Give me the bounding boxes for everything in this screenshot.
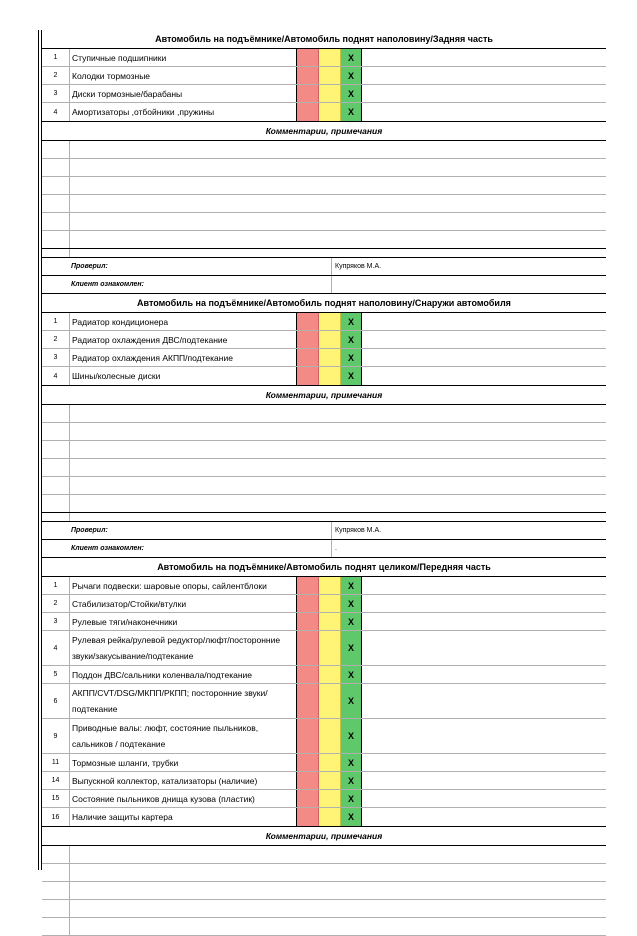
status-red-cell[interactable]	[297, 577, 319, 594]
row-note-cell[interactable]	[362, 313, 606, 330]
comment-num-cell	[42, 423, 70, 440]
status-yellow-cell[interactable]	[319, 367, 341, 385]
client-ack-row	[42, 276, 606, 294]
row-number: 14	[42, 772, 70, 789]
comment-row[interactable]	[42, 423, 606, 441]
table-row	[42, 49, 606, 67]
row-name: Выпускной коллектор, катализаторы (наличие)	[70, 772, 297, 789]
row-name: Тормозные шланги, трубки	[70, 754, 297, 771]
status-yellow-cell[interactable]	[319, 808, 341, 826]
client-ack-label: Клиент ознакомлен:	[42, 276, 332, 293]
status-green-cell[interactable]: X	[341, 772, 362, 789]
section-title: Автомобиль на подъёмнике/Автомобиль поднят наполовину/Снаружи автомобиля	[42, 294, 606, 313]
status-red-cell[interactable]	[297, 367, 319, 385]
status-green-cell[interactable]: X	[341, 349, 362, 366]
table-row	[42, 772, 606, 790]
comment-row[interactable]	[42, 882, 606, 900]
comments-title: Комментарии, примечания	[42, 386, 606, 405]
comment-num-cell	[42, 918, 70, 935]
status-red-cell[interactable]	[297, 103, 319, 121]
row-note-cell[interactable]	[362, 808, 606, 826]
status-green-cell[interactable]: X	[341, 67, 362, 84]
spacer-row	[42, 513, 606, 522]
status-yellow-cell[interactable]	[319, 313, 341, 330]
comments-title: Комментарии, примечания	[42, 827, 606, 846]
row-number: 2	[42, 331, 70, 348]
row-name: Радиатор охлаждения АКПП/подтекание	[70, 349, 297, 366]
status-red-cell[interactable]	[297, 49, 319, 66]
comment-num-cell	[42, 177, 70, 194]
checked-by-row	[42, 258, 606, 276]
comment-num-cell	[42, 249, 70, 257]
status-green-cell[interactable]: X	[341, 631, 362, 665]
row-note-cell[interactable]	[362, 772, 606, 789]
row-number: 3	[42, 349, 70, 366]
row-number: 6	[42, 684, 70, 718]
checked-by-label: Проверил:	[42, 258, 332, 275]
comments-title: Комментарии, примечания	[42, 122, 606, 141]
row-note-cell[interactable]	[362, 631, 606, 665]
table-row	[42, 595, 606, 613]
checked-by-label: Проверил:	[42, 522, 332, 539]
status-yellow-cell[interactable]	[319, 631, 341, 665]
table-row	[42, 719, 606, 754]
status-red-cell[interactable]	[297, 666, 319, 683]
section-rear	[42, 30, 606, 294]
row-note-cell[interactable]	[362, 790, 606, 807]
status-green-cell[interactable]: X	[341, 367, 362, 385]
row-note-cell[interactable]	[362, 684, 606, 718]
status-yellow-cell[interactable]	[319, 772, 341, 789]
status-red-cell[interactable]	[297, 808, 319, 826]
comment-num-cell	[42, 495, 70, 512]
comment-row[interactable]	[42, 405, 606, 423]
table-row	[42, 790, 606, 808]
row-note-cell[interactable]	[362, 349, 606, 366]
table-row	[42, 631, 606, 666]
comment-row[interactable]	[42, 495, 606, 513]
client-ack-value[interactable]	[332, 276, 606, 293]
row-number: 15	[42, 790, 70, 807]
row-name: Наличие защиты картера	[70, 808, 297, 826]
status-yellow-cell[interactable]	[319, 613, 341, 630]
row-number: 4	[42, 103, 70, 121]
comment-num-cell	[42, 405, 70, 422]
status-yellow-cell[interactable]	[319, 684, 341, 718]
status-red-cell[interactable]	[297, 85, 319, 102]
status-green-cell[interactable]: X	[341, 313, 362, 330]
row-name: Диски тормозные/барабаны	[70, 85, 297, 102]
comment-num-cell	[42, 477, 70, 494]
status-red-cell[interactable]	[297, 349, 319, 366]
section-front	[42, 558, 606, 936]
row-number: 1	[42, 313, 70, 330]
table-row	[42, 349, 606, 367]
status-red-cell[interactable]	[297, 684, 319, 718]
checked-by-row	[42, 522, 606, 540]
row-name: Рулевая рейка/рулевой редуктор/люфт/посторонние звуки/закусывание/подтекание	[70, 631, 297, 665]
comment-row[interactable]	[42, 900, 606, 918]
table-row	[42, 85, 606, 103]
row-note-cell[interactable]	[362, 103, 606, 121]
status-green-cell[interactable]: X	[341, 684, 362, 718]
status-green-cell[interactable]: X	[341, 754, 362, 771]
table-row	[42, 754, 606, 772]
section-exterior	[42, 294, 606, 558]
status-green-cell[interactable]: X	[341, 790, 362, 807]
status-yellow-cell[interactable]	[319, 577, 341, 594]
status-green-cell[interactable]: X	[341, 613, 362, 630]
comment-row[interactable]	[42, 213, 606, 231]
row-number: 9	[42, 719, 70, 753]
section-title: Автомобиль на подъёмнике/Автомобиль поднят целиком/Передняя часть	[42, 558, 606, 577]
row-number: 3	[42, 85, 70, 102]
comment-row[interactable]	[42, 195, 606, 213]
row-name: Стабилизатор/Стойки/втулки	[70, 595, 297, 612]
comment-num-cell	[42, 141, 70, 158]
row-note-cell[interactable]	[362, 49, 606, 66]
table-row	[42, 808, 606, 827]
row-name: АКПП/CVT/DSG/МКПП/РКПП; посторонние звуки/ подтекание	[70, 684, 297, 718]
checked-by-value[interactable]: Купряков М.А.	[335, 263, 382, 270]
page-border-line	[38, 30, 39, 870]
table-row	[42, 331, 606, 349]
status-green-cell[interactable]: X	[341, 103, 362, 121]
row-number: 16	[42, 808, 70, 826]
spacer-row	[42, 249, 606, 258]
client-ack-value[interactable]: .	[335, 545, 337, 552]
status-yellow-cell[interactable]	[319, 49, 341, 66]
row-number: 4	[42, 367, 70, 385]
comment-row[interactable]	[42, 864, 606, 882]
row-note-cell[interactable]	[362, 331, 606, 348]
row-number: 4	[42, 631, 70, 665]
row-name: Радиатор кондиционера	[70, 313, 297, 330]
comment-row[interactable]	[42, 918, 606, 936]
status-yellow-cell[interactable]	[319, 666, 341, 683]
row-name: Рычаги подвески: шаровые опоры, сайлентблоки	[70, 577, 297, 594]
status-green-cell[interactable]: X	[341, 808, 362, 826]
comment-row[interactable]	[42, 177, 606, 195]
row-note-cell[interactable]	[362, 595, 606, 612]
status-yellow-cell[interactable]	[319, 790, 341, 807]
comment-num-cell	[42, 441, 70, 458]
status-green-cell[interactable]: X	[341, 85, 362, 102]
comment-num-cell	[42, 900, 70, 917]
row-name: Колодки тормозные	[70, 67, 297, 84]
status-red-cell[interactable]	[297, 613, 319, 630]
table-row	[42, 613, 606, 631]
comment-num-cell	[42, 231, 70, 248]
status-yellow-cell[interactable]	[319, 103, 341, 121]
table-row	[42, 103, 606, 122]
row-note-cell[interactable]	[362, 577, 606, 594]
status-yellow-cell[interactable]	[319, 349, 341, 366]
row-note-cell[interactable]	[362, 613, 606, 630]
checked-by-value[interactable]: Купряков М.А.	[335, 527, 382, 534]
comment-num-cell	[42, 459, 70, 476]
table-row	[42, 67, 606, 85]
row-name: Поддон ДВС/сальники коленвала/подтекание	[70, 666, 297, 683]
status-red-cell[interactable]	[297, 595, 319, 612]
comment-num-cell	[42, 846, 70, 863]
client-ack-row	[42, 540, 606, 558]
status-green-cell[interactable]: X	[341, 49, 362, 66]
row-number: 3	[42, 613, 70, 630]
status-green-cell[interactable]: X	[341, 577, 362, 594]
status-yellow-cell[interactable]	[319, 85, 341, 102]
row-number: 2	[42, 67, 70, 84]
comment-row[interactable]	[42, 477, 606, 495]
status-yellow-cell[interactable]	[319, 595, 341, 612]
comment-row[interactable]	[42, 846, 606, 864]
row-note-cell[interactable]	[362, 367, 606, 385]
status-yellow-cell[interactable]	[319, 331, 341, 348]
status-yellow-cell[interactable]	[319, 719, 341, 753]
status-red-cell[interactable]	[297, 67, 319, 84]
row-name: Амортизаторы ,отбойники ,пружины	[70, 103, 297, 121]
comment-row[interactable]	[42, 231, 606, 249]
comment-num-cell	[42, 213, 70, 230]
status-red-cell[interactable]	[297, 754, 319, 771]
comment-row[interactable]	[42, 441, 606, 459]
table-row	[42, 367, 606, 386]
row-number: 5	[42, 666, 70, 683]
comment-num-cell	[42, 882, 70, 899]
comment-num-cell	[42, 864, 70, 881]
status-yellow-cell[interactable]	[319, 754, 341, 771]
status-green-cell[interactable]: X	[341, 595, 362, 612]
section-title: Автомобиль на подъёмнике/Автомобиль поднят наполовину/Задняя часть	[42, 30, 606, 49]
status-yellow-cell[interactable]	[319, 67, 341, 84]
table-row	[42, 684, 606, 719]
inspection-sheet	[42, 30, 606, 936]
row-name: Состояние пыльников днища кузова (пластик)	[70, 790, 297, 807]
comment-num-cell	[42, 195, 70, 212]
comment-row[interactable]	[42, 159, 606, 177]
status-red-cell[interactable]	[297, 331, 319, 348]
row-note-cell[interactable]	[362, 666, 606, 683]
row-name: Ступичные подшипники	[70, 49, 297, 66]
status-red-cell[interactable]	[297, 719, 319, 753]
comment-num-cell	[42, 513, 70, 521]
status-red-cell[interactable]	[297, 313, 319, 330]
row-name: Шины/колесные диски	[70, 367, 297, 385]
status-red-cell[interactable]	[297, 631, 319, 665]
table-row	[42, 313, 606, 331]
row-note-cell[interactable]	[362, 85, 606, 102]
row-name: Рулевые тяги/наконечники	[70, 613, 297, 630]
status-green-cell[interactable]: X	[341, 331, 362, 348]
row-number: 1	[42, 49, 70, 66]
row-note-cell[interactable]	[362, 754, 606, 771]
row-number: 1	[42, 577, 70, 594]
row-number: 2	[42, 595, 70, 612]
table-row	[42, 577, 606, 595]
row-number: 11	[42, 754, 70, 771]
status-red-cell[interactable]	[297, 772, 319, 789]
comment-row[interactable]	[42, 459, 606, 477]
status-green-cell[interactable]: X	[341, 719, 362, 753]
row-note-cell[interactable]	[362, 719, 606, 753]
status-green-cell[interactable]: X	[341, 666, 362, 683]
table-row	[42, 666, 606, 684]
client-ack-label: Клиент ознакомлен:	[42, 540, 332, 557]
comment-num-cell	[42, 159, 70, 176]
status-red-cell[interactable]	[297, 790, 319, 807]
row-note-cell[interactable]	[362, 67, 606, 84]
comment-row[interactable]	[42, 141, 606, 159]
row-name: Приводные валы: люфт, состояние пыльников, сальников / подтекание	[70, 719, 297, 753]
row-name: Радиатор охлаждения ДВС/подтекание	[70, 331, 297, 348]
